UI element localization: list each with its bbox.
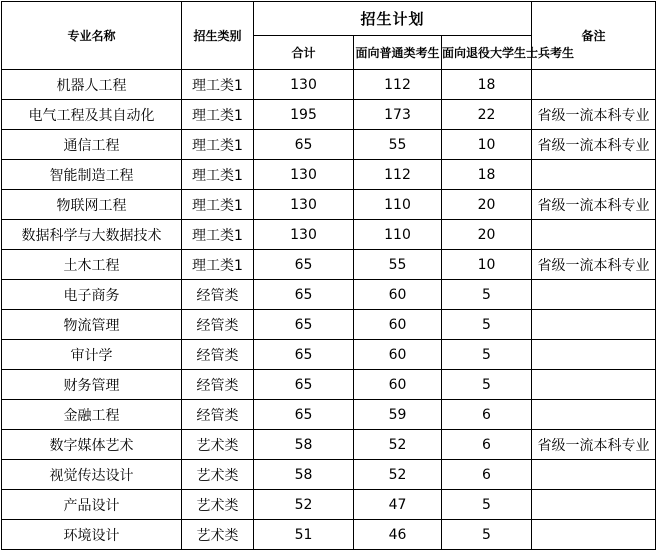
enrollment-plan-table <box>1 1 656 550</box>
cell-category: 经管类 <box>182 280 254 310</box>
cell-note <box>532 370 656 400</box>
table-row <box>2 100 656 130</box>
cell-note <box>532 460 656 490</box>
cell-total: 65 <box>254 340 354 370</box>
cell-general: 110 <box>354 190 442 220</box>
cell-major: 审计学 <box>2 340 182 370</box>
cell-veteran: 5 <box>442 370 532 400</box>
table-row <box>2 370 656 400</box>
header-total: 合计 <box>254 36 354 70</box>
cell-general: 60 <box>354 340 442 370</box>
cell-major: 智能制造工程 <box>2 160 182 190</box>
cell-major: 土木工程 <box>2 250 182 280</box>
cell-category: 理工类1 <box>182 100 254 130</box>
cell-category: 经管类 <box>182 400 254 430</box>
table-row <box>2 460 656 490</box>
table-row <box>2 400 656 430</box>
header-veteran: 面向退役大学生士兵考生 <box>442 36 532 70</box>
cell-major: 机器人工程 <box>2 70 182 100</box>
cell-note <box>532 490 656 520</box>
cell-general: 46 <box>354 520 442 550</box>
cell-veteran: 5 <box>442 280 532 310</box>
cell-total: 65 <box>254 400 354 430</box>
table-row <box>2 520 656 550</box>
table-row <box>2 130 656 160</box>
cell-major: 电气工程及其自动化 <box>2 100 182 130</box>
cell-note <box>532 520 656 550</box>
cell-general: 112 <box>354 70 442 100</box>
cell-major: 数字媒体艺术 <box>2 430 182 460</box>
table-row <box>2 430 656 460</box>
cell-category: 艺术类 <box>182 490 254 520</box>
cell-major: 通信工程 <box>2 130 182 160</box>
cell-total: 65 <box>254 250 354 280</box>
cell-veteran: 5 <box>442 520 532 550</box>
cell-general: 47 <box>354 490 442 520</box>
cell-veteran: 10 <box>442 250 532 280</box>
cell-total: 130 <box>254 160 354 190</box>
cell-veteran: 5 <box>442 490 532 520</box>
cell-veteran: 18 <box>442 160 532 190</box>
cell-total: 130 <box>254 220 354 250</box>
cell-category: 理工类1 <box>182 160 254 190</box>
cell-total: 52 <box>254 490 354 520</box>
cell-veteran: 5 <box>442 310 532 340</box>
cell-note: 省级一流本科专业 <box>532 250 656 280</box>
cell-general: 112 <box>354 160 442 190</box>
table-row <box>2 280 656 310</box>
cell-note: 省级一流本科专业 <box>532 430 656 460</box>
cell-general: 173 <box>354 100 442 130</box>
cell-veteran: 5 <box>442 340 532 370</box>
cell-veteran: 6 <box>442 430 532 460</box>
cell-category: 经管类 <box>182 340 254 370</box>
header-category: 招生类别 <box>182 2 254 70</box>
cell-note <box>532 70 656 100</box>
cell-total: 65 <box>254 370 354 400</box>
cell-category: 理工类1 <box>182 220 254 250</box>
cell-veteran: 10 <box>442 130 532 160</box>
cell-total: 130 <box>254 70 354 100</box>
cell-note <box>532 400 656 430</box>
table-row <box>2 190 656 220</box>
cell-category: 艺术类 <box>182 430 254 460</box>
cell-total: 65 <box>254 310 354 340</box>
header-general: 面向普通类考生 <box>354 36 442 70</box>
cell-total: 58 <box>254 460 354 490</box>
cell-note: 省级一流本科专业 <box>532 190 656 220</box>
table-row <box>2 160 656 190</box>
cell-general: 60 <box>354 370 442 400</box>
table-row <box>2 220 656 250</box>
cell-general: 60 <box>354 310 442 340</box>
cell-note <box>532 340 656 370</box>
table-row <box>2 340 656 370</box>
cell-category: 理工类1 <box>182 130 254 160</box>
cell-note: 省级一流本科专业 <box>532 100 656 130</box>
cell-total: 195 <box>254 100 354 130</box>
cell-category: 艺术类 <box>182 460 254 490</box>
table-row <box>2 70 656 100</box>
cell-general: 60 <box>354 280 442 310</box>
cell-category: 理工类1 <box>182 190 254 220</box>
cell-general: 55 <box>354 250 442 280</box>
cell-general: 59 <box>354 400 442 430</box>
cell-veteran: 18 <box>442 70 532 100</box>
cell-total: 130 <box>254 190 354 220</box>
cell-general: 55 <box>354 130 442 160</box>
cell-major: 电子商务 <box>2 280 182 310</box>
cell-category: 经管类 <box>182 310 254 340</box>
cell-general: 52 <box>354 430 442 460</box>
cell-major: 金融工程 <box>2 400 182 430</box>
cell-category: 理工类1 <box>182 250 254 280</box>
cell-category: 理工类1 <box>182 70 254 100</box>
cell-note <box>532 280 656 310</box>
cell-category: 经管类 <box>182 370 254 400</box>
header-major: 专业名称 <box>2 2 182 70</box>
cell-major: 数据科学与大数据技术 <box>2 220 182 250</box>
cell-total: 58 <box>254 430 354 460</box>
header-plan: 招生计划 <box>254 2 532 36</box>
cell-total: 51 <box>254 520 354 550</box>
table-row <box>2 490 656 520</box>
table-body <box>2 70 656 550</box>
cell-veteran: 6 <box>442 460 532 490</box>
cell-veteran: 6 <box>442 400 532 430</box>
cell-general: 110 <box>354 220 442 250</box>
cell-major: 视觉传达设计 <box>2 460 182 490</box>
table-row <box>2 250 656 280</box>
cell-note <box>532 160 656 190</box>
cell-major: 物联网工程 <box>2 190 182 220</box>
table-row <box>2 310 656 340</box>
cell-category: 艺术类 <box>182 520 254 550</box>
cell-note <box>532 310 656 340</box>
cell-major: 环境设计 <box>2 520 182 550</box>
header-row <box>2 2 656 36</box>
cell-total: 65 <box>254 280 354 310</box>
cell-total: 65 <box>254 130 354 160</box>
cell-veteran: 22 <box>442 100 532 130</box>
cell-general: 52 <box>354 460 442 490</box>
header-note: 备注 <box>532 2 656 70</box>
cell-major: 产品设计 <box>2 490 182 520</box>
cell-veteran: 20 <box>442 220 532 250</box>
cell-note: 省级一流本科专业 <box>532 130 656 160</box>
cell-veteran: 20 <box>442 190 532 220</box>
cell-major: 财务管理 <box>2 370 182 400</box>
table-header <box>2 2 656 70</box>
cell-note <box>532 220 656 250</box>
cell-major: 物流管理 <box>2 310 182 340</box>
